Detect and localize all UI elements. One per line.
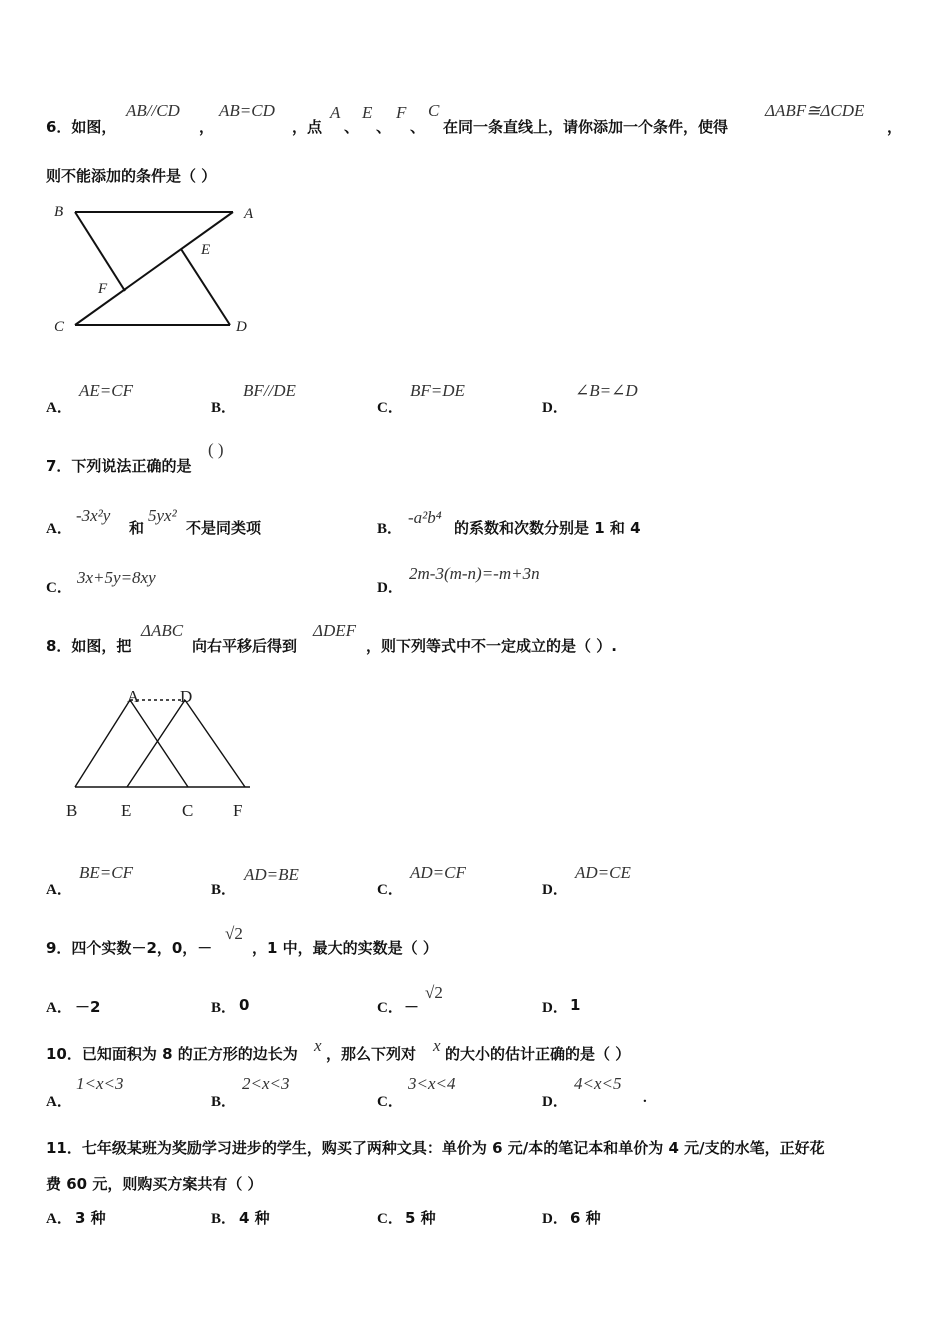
q9-stem-1: 9．四个实数－2，0，－ [46, 939, 213, 957]
q6-segment-ed [181, 249, 230, 325]
q6-dian: ，点 [292, 118, 323, 136]
q8-option-c-text: AD=CF [410, 863, 466, 882]
q7-option-d-label: D． [377, 580, 403, 596]
q6-option-c-label: C． [377, 400, 403, 416]
q8-math-def: ΔDEF [313, 621, 357, 640]
q7-stem: 7．下列说法正确的是 [46, 457, 192, 475]
q6-math-equal: AB=CD [219, 101, 275, 120]
q10-option-d-label: D． [542, 1094, 568, 1110]
q9-option-a-label: A． [46, 1000, 72, 1016]
q9-option-c-label: C． [377, 1000, 403, 1016]
q6-label-a: A [244, 206, 254, 222]
q9-sqrt: √2 [225, 924, 243, 943]
q7-option-b-tail: 的系数和次数分别是 1 和 4 [454, 519, 641, 537]
q8-option-d-label: D． [542, 882, 568, 898]
q6-label-d: D [236, 319, 247, 335]
q8-option-a-text: BE=CF [79, 863, 133, 882]
q6-label-b: B [54, 204, 64, 220]
q6-option-a-label: A． [46, 400, 72, 416]
q6-figure [40, 195, 280, 345]
q8-label-e: E [121, 801, 132, 820]
q7-option-a-math-1: -3x²y [76, 506, 111, 525]
q7-option-a-label: A． [46, 521, 72, 537]
q7-paren: ( ) [208, 440, 224, 459]
q9-option-c-text: － [404, 998, 420, 1016]
q6-comma-end: ， [887, 118, 903, 136]
q11-option-b-label: B． [211, 1211, 237, 1227]
q10-option-d-text: 4<x<5 [574, 1074, 622, 1093]
q6-point-e: E [362, 103, 373, 122]
q8-mid: 向右平移后得到 [192, 637, 298, 655]
q6-sep-3: 、 [410, 118, 426, 136]
q6-option-d-label: D． [542, 400, 568, 416]
q11-option-b-text: 4 种 [239, 1209, 270, 1227]
q7-option-c-math: 3x+5y=8xy [77, 568, 156, 587]
q8-segment-ab [75, 700, 130, 787]
q8-segment-df [185, 700, 245, 787]
q10-option-a-label: A． [46, 1094, 72, 1110]
q6-option-c-text: BF=DE [410, 381, 465, 400]
q8-figure [55, 680, 265, 830]
q9-option-b-text: 0 [239, 996, 250, 1014]
q8-math-abc: ΔABC [141, 621, 184, 640]
q8-option-d-text: AD=CE [575, 863, 631, 882]
q6-sep-1: 、 [344, 118, 360, 136]
q6-label-c: C [54, 319, 65, 335]
q11-option-c-text: 5 种 [405, 1209, 436, 1227]
q8-number: 8．如图，把 [46, 637, 132, 655]
q8-option-a-label: A． [46, 882, 72, 898]
q9-option-d-text: 1 [570, 996, 581, 1014]
q6-segment-ca [75, 212, 233, 325]
q8-label-d: D [180, 687, 193, 706]
q6-text: 在同一条直线上，请你添加一个条件，使得 [443, 118, 729, 136]
q10-period: . [643, 1090, 647, 1106]
q8-label-b: B [66, 801, 78, 820]
q6-point-c: C [428, 101, 440, 120]
q10-option-c-label: C． [377, 1094, 403, 1110]
q6-point-f: F [396, 103, 407, 122]
q6-congruence: ΔABF≅ΔCDE [765, 101, 865, 120]
q6-number: 6．如图， [46, 118, 117, 136]
q11-option-c-label: C． [377, 1211, 403, 1227]
q7-option-d-math: 2m-3(m-n)=-m+3n [409, 564, 540, 583]
q10-option-b-label: B． [211, 1094, 237, 1110]
q11-option-d-label: D． [542, 1211, 568, 1227]
q8-segment-ac [130, 700, 188, 787]
q6-option-b-label: B． [211, 400, 237, 416]
q10-option-c-text: 3<x<4 [408, 1074, 456, 1093]
q7-option-b-math: -a²b⁴ [408, 508, 442, 527]
q8-label-a: A [127, 687, 140, 706]
q6-comma: ， [199, 118, 215, 136]
q8-tail: ，则下列等式中不一定成立的是（ ）. [366, 637, 617, 655]
q6-math-parallel: AB//CD [126, 101, 180, 120]
q6-segment-bf [75, 212, 125, 291]
q9-option-d-label: D． [542, 1000, 568, 1016]
q8-label-c: C [182, 801, 194, 820]
q10-var-x-2: x [433, 1036, 441, 1055]
q8-option-b-text: AD=BE [244, 865, 299, 884]
q11-option-d-text: 6 种 [570, 1209, 601, 1227]
q6-label-f: F [98, 281, 108, 297]
q6-point-a: A [330, 103, 341, 122]
q10-option-b-text: 2<x<3 [242, 1074, 290, 1093]
q8-label-f: F [233, 801, 243, 820]
q9-stem-2: ，1 中，最大的实数是（ ） [252, 939, 438, 957]
q11-line-1: 11．七年级某班为奖励学习进步的学生，购买了两种文具：单价为 6 元/本的笔记本和单价为 4 元/支的水笔，正好花 [46, 1139, 825, 1157]
q7-option-b-label: B． [377, 521, 403, 537]
q7-option-a-he: 和 [129, 519, 145, 537]
q8-option-c-label: C． [377, 882, 403, 898]
q6-option-d-text: ∠B=∠D [575, 381, 638, 400]
q9-option-a-text: －2 [75, 998, 101, 1016]
q6-option-a-text: AE=CF [79, 381, 133, 400]
q9-option-b-label: B． [211, 1000, 237, 1016]
q8-segment-ed [127, 700, 185, 787]
q6-line-2: 则不能添加的条件是（ ） [46, 167, 217, 185]
q6-label-e: E [201, 242, 211, 258]
q10-var-x-1: x [314, 1036, 322, 1055]
q8-option-b-label: B． [211, 882, 237, 898]
q10-stem-2: ，那么下列对 [326, 1045, 417, 1063]
q10-stem-1: 10．已知面积为 8 的正方形的边长为 [46, 1045, 298, 1063]
q6-sep-2: 、 [376, 118, 392, 136]
q7-option-a-math-2: 5yx² [148, 506, 177, 525]
q6-option-b-text: BF//DE [243, 381, 296, 400]
q11-option-a-text: 3 种 [75, 1209, 106, 1227]
q10-option-a-text: 1<x<3 [76, 1074, 124, 1093]
q7-option-a-tail: 不是同类项 [186, 519, 262, 537]
q11-line-2: 费 60 元，则购买方案共有（ ） [46, 1175, 263, 1193]
q9-option-c-sqrt: √2 [425, 983, 443, 1002]
q11-option-a-label: A． [46, 1211, 72, 1227]
q10-stem-3: 的大小的估计正确的是（ ） [445, 1045, 631, 1063]
q7-option-c-label: C． [46, 580, 72, 596]
